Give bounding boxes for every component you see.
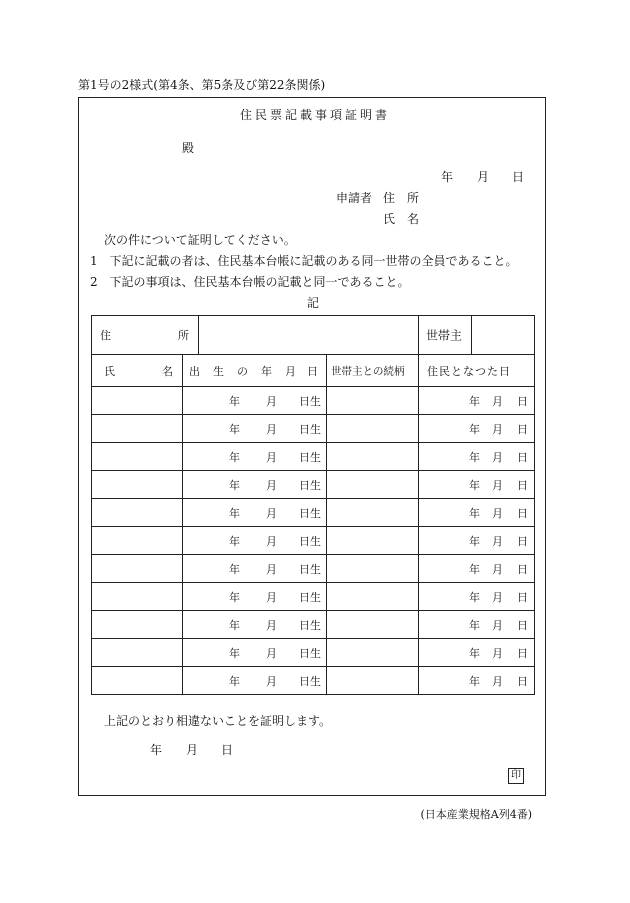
col-relation-label: 世帯主との続柄 [331,365,405,377]
birth-year-unit: 年 [229,506,240,520]
address-label-char-1: 住 [100,329,111,342]
resident-date-cell[interactable] [419,471,535,499]
resident-date-cell[interactable] [419,443,535,471]
resident-year-unit: 年 [469,562,480,576]
col-birth-char-4: 年 [261,364,272,378]
col-name-header [92,355,183,387]
table-row [92,415,535,443]
resident-day-unit: 日 [517,590,528,604]
resident-day-unit: 日 [517,450,528,464]
birth-month-unit: 月 [266,646,277,660]
resident-month-unit: 月 [492,506,503,520]
birth-year-unit: 年 [229,450,240,464]
birth-month-unit: 月 [266,478,277,492]
item-1 [90,252,517,269]
resident-date-cell[interactable] [419,499,535,527]
applicant-name-label: 氏 名 [383,212,420,226]
name-cell[interactable] [92,443,183,471]
relation-cell[interactable] [327,639,419,667]
birth-month-unit: 月 [266,534,277,548]
resident-day-unit: 日 [517,478,528,492]
cert-date-month: 月 [186,743,199,757]
col-resident-label: 住民となつた日 [427,364,511,378]
table-row [92,583,535,611]
request-text: 次の件について証明してください。 [104,233,296,247]
residents-table [91,315,535,695]
birth-month-unit: 月 [266,506,277,520]
column-header-row [92,355,535,387]
birth-cell[interactable] [183,639,327,667]
resident-month-unit: 月 [492,422,503,436]
seal-mark: 印 [508,768,524,784]
table-row [92,667,535,695]
date-day: 日 [512,170,525,184]
resident-date-cell[interactable] [419,555,535,583]
resident-day-unit: 日 [517,534,528,548]
address-label-cell [92,316,199,355]
address-row [92,316,535,355]
resident-year-unit: 年 [469,506,480,520]
date-month: 月 [477,170,490,184]
resident-year-unit: 年 [469,394,480,408]
householder-label: 世帯主 [426,328,463,343]
birth-year-unit: 年 [229,534,240,548]
name-cell[interactable] [92,555,183,583]
item-2-text: 下記の事項は、住民基本台帳の記載と同一であること。 [109,275,410,289]
applicant-address-label: 住 所 [383,191,420,205]
name-cell[interactable] [92,639,183,667]
birth-month-unit: 月 [266,562,277,576]
resident-month-unit: 月 [492,646,503,660]
item-2 [90,273,409,290]
birth-cell[interactable] [183,583,327,611]
birth-month-unit: 月 [266,674,277,688]
relation-cell[interactable] [327,387,419,415]
birth-month-unit: 月 [266,618,277,632]
relation-cell[interactable] [327,611,419,639]
householder-cell [419,316,535,355]
table-row [92,527,535,555]
table-row [92,555,535,583]
resident-month-unit: 月 [492,590,503,604]
birth-year-unit: 年 [229,674,240,688]
name-cell[interactable] [92,387,183,415]
name-cell[interactable] [92,611,183,639]
resident-date-cell[interactable] [419,527,535,555]
ki-label: 記 [307,296,320,310]
birth-cell[interactable] [183,555,327,583]
birth-month-unit: 月 [266,450,277,464]
resident-date-cell[interactable] [419,611,535,639]
birth-day-unit: 日生 [299,674,321,688]
col-birth-char-5: 月 [285,364,296,378]
document-title: 住民票記載事項証明書 [239,108,390,122]
birth-year-unit: 年 [229,394,240,408]
item-1-text: 下記に記載の者は、住民基本台帳に記載のある同一世帯の全員であること。 [109,254,518,268]
name-cell[interactable] [92,583,183,611]
resident-day-unit: 日 [517,562,528,576]
table-row [92,639,535,667]
resident-date-cell[interactable] [419,639,535,667]
resident-day-unit: 日 [517,394,528,408]
address-label-char-2: 所 [178,329,189,342]
resident-date-cell[interactable] [419,583,535,611]
resident-month-unit: 月 [492,618,503,632]
relation-cell[interactable] [327,527,419,555]
col-resident-header [419,355,535,387]
birth-cell[interactable] [183,387,327,415]
resident-month-unit: 月 [492,534,503,548]
col-birth-char-6: 日 [307,364,318,378]
paper-size-note: (日本産業規格A列4番) [420,808,532,821]
resident-date-cell[interactable] [419,415,535,443]
birth-year-unit: 年 [229,590,240,604]
resident-year-unit: 年 [469,450,480,464]
resident-day-unit: 日 [517,506,528,520]
col-birth-header [183,355,327,387]
resident-month-unit: 月 [492,450,503,464]
birth-cell[interactable] [183,611,327,639]
birth-year-unit: 年 [229,422,240,436]
address-value-cell [199,316,419,355]
resident-day-unit: 日 [517,674,528,688]
birth-day-unit: 日生 [299,590,321,604]
col-name-char-1: 氏 [104,364,115,378]
birth-day-unit: 日生 [299,618,321,632]
col-birth-char-1: 出 [189,364,200,378]
birth-month-unit: 月 [266,394,277,408]
relation-cell[interactable] [327,415,419,443]
form-number: 第1号の2様式(第4条、第5条及び第22条関係) [78,78,326,92]
name-cell[interactable] [92,527,183,555]
name-cell[interactable] [92,499,183,527]
col-birth-char-3: の [237,364,248,378]
col-name-char-2: 名 [162,364,173,378]
resident-year-unit: 年 [469,590,480,604]
table-row [92,443,535,471]
resident-month-unit: 月 [492,674,503,688]
resident-day-unit: 日 [517,618,528,632]
item-1-number: 1 [90,254,98,268]
col-relation-header [327,355,419,387]
name-cell[interactable] [92,415,183,443]
date-year: 年 [441,170,454,184]
birth-cell[interactable] [183,499,327,527]
resident-date-cell[interactable] [419,387,535,415]
birth-day-unit: 日生 [299,478,321,492]
relation-cell[interactable] [327,471,419,499]
birth-year-unit: 年 [229,562,240,576]
resident-year-unit: 年 [469,674,480,688]
certification-text: 上記のとおり相違ないことを証明します。 [104,714,332,728]
table-row [92,387,535,415]
birth-year-unit: 年 [229,478,240,492]
birth-cell[interactable] [183,443,327,471]
table-row [92,499,535,527]
relation-cell[interactable] [327,555,419,583]
resident-month-unit: 月 [492,478,503,492]
birth-day-unit: 日生 [299,422,321,436]
birth-cell[interactable] [183,527,327,555]
cert-date-day: 日 [221,743,234,757]
resident-day-unit: 日 [517,646,528,660]
col-birth-char-2: 生 [213,364,224,378]
relation-cell[interactable] [327,443,419,471]
birth-day-unit: 日生 [299,506,321,520]
birth-day-unit: 日生 [299,646,321,660]
birth-day-unit: 日生 [299,534,321,548]
resident-year-unit: 年 [469,646,480,660]
birth-cell[interactable] [183,415,327,443]
resident-day-unit: 日 [517,422,528,436]
resident-year-unit: 年 [469,422,480,436]
relation-cell[interactable] [327,499,419,527]
birth-month-unit: 月 [266,422,277,436]
birth-day-unit: 日生 [299,562,321,576]
relation-cell[interactable] [327,583,419,611]
resident-year-unit: 年 [469,618,480,632]
birth-year-unit: 年 [229,618,240,632]
name-cell[interactable] [92,667,183,695]
table-row [92,611,535,639]
birth-day-unit: 日生 [299,450,321,464]
applicant-label: 申請者 [336,191,373,205]
relation-cell[interactable] [327,667,419,695]
birth-cell[interactable] [183,667,327,695]
birth-cell[interactable] [183,471,327,499]
cert-date-year: 年 [150,743,163,757]
resident-date-cell[interactable] [419,667,535,695]
resident-month-unit: 月 [492,394,503,408]
name-cell[interactable] [92,471,183,499]
resident-year-unit: 年 [469,534,480,548]
resident-year-unit: 年 [469,478,480,492]
resident-month-unit: 月 [492,562,503,576]
birth-year-unit: 年 [229,646,240,660]
table-row [92,471,535,499]
birth-day-unit: 日生 [299,394,321,408]
addressee-suffix: 殿 [182,141,195,155]
birth-month-unit: 月 [266,590,277,604]
item-2-number: 2 [90,275,98,289]
